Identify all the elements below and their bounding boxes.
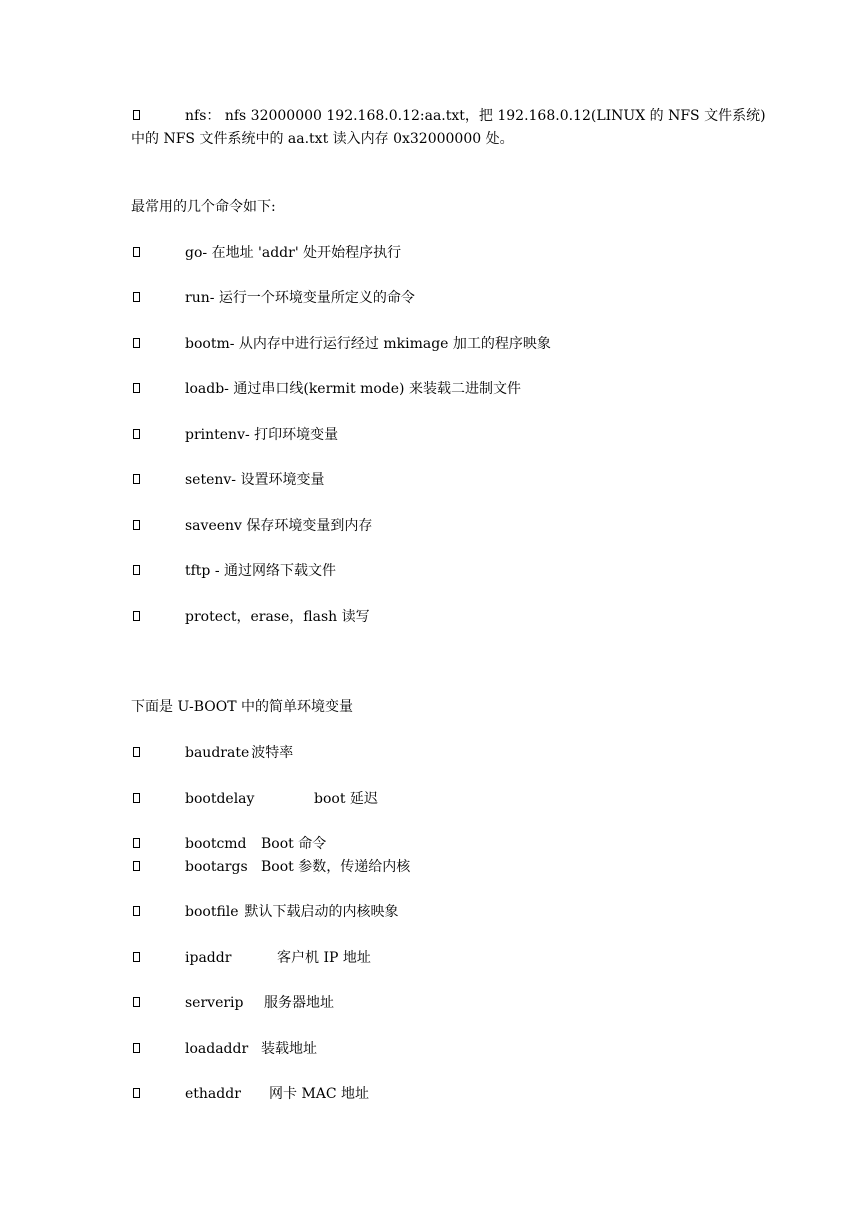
bullet-icon (133, 520, 140, 530)
command-item: bootm- 从内存中进行运行经过 mkimage 加工的程序映象 (185, 336, 551, 352)
env-name: bootargs (185, 859, 248, 875)
bullet-icon (133, 906, 140, 916)
env-desc: 默认下载启动的内核映象 (244, 904, 399, 920)
command-item: go- 在地址 'addr' 处开始程序执行 (185, 245, 402, 261)
bullet-icon (133, 611, 140, 621)
bullet-icon (133, 474, 140, 484)
bullet-icon (133, 838, 140, 848)
bullet-icon (133, 952, 140, 962)
env-name: bootcmd (185, 836, 247, 852)
bullet-icon (133, 1088, 140, 1098)
env-name: bootfile (185, 904, 239, 920)
env-item (185, 789, 378, 809)
env-item (185, 1039, 317, 1059)
nfs-line-1: nfs： nfs 32000000 192.168.0.12:aa.txt，把 192.168.0.12(LINUX 的 NFS 文件系统) (185, 108, 766, 124)
env-desc: Boot 参数，传递给内核 (261, 859, 411, 875)
command-item: protect，erase，flash 读写 (185, 609, 370, 625)
env-desc: 波特率 (251, 745, 294, 761)
bullet-icon (133, 429, 140, 439)
env-name: ipaddr (185, 950, 232, 966)
bullet-icon (133, 383, 140, 393)
bullet-icon (133, 292, 140, 302)
env-desc: 网卡 MAC 地址 (269, 1086, 370, 1102)
env-desc: 客户机 IP 地址 (277, 950, 371, 966)
bullet-icon (133, 110, 140, 120)
env-heading: 下面是 U-BOOT 中的简单环境变量 (131, 699, 354, 715)
command-item: run- 运行一个环境变量所定义的命令 (185, 290, 415, 306)
commands-heading: 最常用的几个命令如下: (131, 199, 276, 215)
bullet-icon (133, 565, 140, 575)
bullet-icon (133, 861, 140, 871)
env-name: serverip (185, 995, 244, 1011)
bullet-icon (133, 247, 140, 257)
env-name: loadaddr (185, 1041, 249, 1057)
env-desc: 服务器地址 (264, 995, 334, 1011)
command-item: setenv- 设置环境变量 (185, 472, 325, 488)
bullet-icon (133, 338, 140, 348)
env-item (185, 834, 326, 854)
env-item (185, 902, 399, 922)
env-item (185, 1084, 369, 1104)
env-name: ethaddr (185, 1086, 241, 1102)
env-item (185, 743, 293, 763)
env-desc: Boot 命令 (261, 836, 327, 852)
bullet-icon (133, 997, 140, 1007)
env-name: baudrate (185, 745, 250, 761)
env-name: bootdelay (185, 791, 255, 807)
bullet-icon (133, 747, 140, 757)
command-item: loadb- 通过串口线(kermit mode) 来装载二进制文件 (185, 381, 521, 397)
env-desc: 装载地址 (261, 1041, 317, 1057)
command-item: tftp - 通过网络下载文件 (185, 563, 337, 579)
command-item: saveenv 保存环境变量到内存 (185, 518, 373, 534)
env-desc: boot 延迟 (314, 791, 378, 807)
nfs-line-2: 中的 NFS 文件系统中的 aa.txt 读入内存 0x32000000 处。 (131, 131, 514, 147)
env-item (185, 993, 334, 1013)
env-item (185, 948, 371, 968)
env-item (185, 857, 410, 877)
bullet-icon (133, 1043, 140, 1053)
bullet-icon (133, 793, 140, 803)
command-item: printenv- 打印环境变量 (185, 427, 339, 443)
